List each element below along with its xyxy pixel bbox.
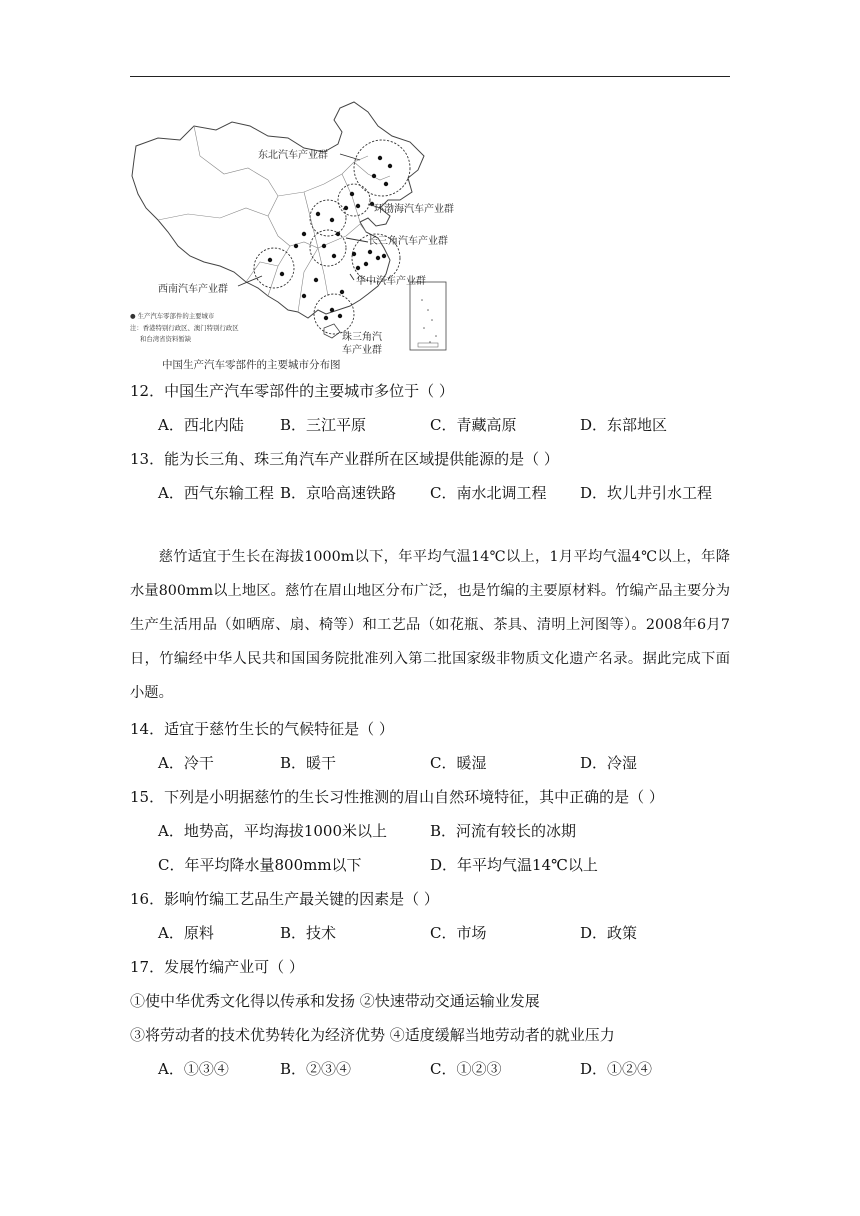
label-central-cluster: 华中汽车产业群 (356, 276, 426, 287)
south-sea-inset (410, 282, 446, 350)
q13-option-c[interactable]: C．南水北调工程 (430, 484, 547, 502)
q17-option-a[interactable]: A．①③④ (158, 1060, 229, 1078)
legend-item: ● 生产汽车零部件的主要城市 (130, 312, 215, 320)
q14-stem: 14．适宜于慈竹生长的气候特征是（ ） (130, 720, 394, 738)
q17-statements-2: ③将劳动者的技术优势转化为经济优势 ④适度缓解当地劳动者的就业压力 (130, 1026, 615, 1044)
q16-option-c[interactable]: C．市场 (430, 924, 487, 942)
q17-option-b[interactable]: B．②③④ (280, 1060, 352, 1078)
q16-option-d[interactable]: D．政策 (580, 924, 638, 942)
q12-option-b[interactable]: B．三江平原 (280, 416, 367, 434)
label-northeast-cluster: 东北汽车产业群 (258, 150, 328, 161)
q13-option-b[interactable]: B．京哈高速铁路 (280, 484, 397, 502)
label-pearl-cluster-1: 珠三角汽 (342, 332, 382, 343)
passage-text: 慈竹适宜于生长在海拔1000m以下，年平均气温14℃以上，1月平均气温4℃以上，年降水量800mm以上地区。慈竹在眉山地区分布广泛，也是竹编的主要原材料。竹编产品主要分为生产生活用品（如晒席、扇、椅等）和工艺品（如花瓶、茶具、清明上河图等）。2008年6月7日，竹编经中华人民共和国国务院批准列入第二批国家级非物质文化遗产名录。据此完成下面小题。 (130, 549, 730, 701)
q12-option-a[interactable]: A．西北内陆 (158, 416, 244, 434)
reading-passage (130, 540, 730, 710)
map-caption: 中国生产汽车零部件的主要城市分布图 (162, 359, 341, 371)
q16-option-b[interactable]: B．技术 (280, 924, 337, 942)
q13-option-a[interactable]: A．西气东输工程 (158, 484, 274, 502)
q16-stem: 16．影响竹编工艺品生产最关键的因素是（ ） (130, 890, 439, 908)
q17-statements-1: ①使中华优秀文化得以传承和发扬 ②快速带动交通运输业发展 (130, 992, 540, 1010)
q17-stem: 17．发展竹编产业可（ ） (130, 958, 304, 976)
q15-option-d[interactable]: D．年平均气温14℃以上 (430, 856, 598, 874)
q13-stem: 13．能为长三角、珠三角汽车产业群所在区域提供能源的是（ ） (130, 450, 559, 468)
hainan-island (324, 324, 340, 338)
label-pearl-cluster-2: 车产业群 (342, 345, 382, 356)
china-auto-parts-map (128, 96, 458, 372)
label-yangtze-cluster: 长三角汽车产业群 (368, 236, 448, 247)
q14-option-a[interactable]: A．冷干 (158, 754, 214, 772)
q12-stem: 12．中国生产汽车零部件的主要城市多位于（ ） (130, 382, 454, 400)
header-rule (130, 76, 730, 77)
q14-option-c[interactable]: C．暖湿 (430, 754, 487, 772)
q16-option-a[interactable]: A．原料 (158, 924, 214, 942)
map-figure (128, 96, 458, 372)
legend-note-2: 和台湾省资料暂缺 (140, 335, 192, 343)
label-bohai-cluster: 环渤海汽车产业群 (374, 204, 454, 215)
q13-option-d[interactable]: D．坎儿井引水工程 (580, 484, 713, 502)
label-southwest-cluster: 西南汽车产业群 (158, 284, 228, 295)
q15-stem: 15．下列是小明据慈竹的生长习性推测的眉山自然环境特征，其中正确的是（ ） (130, 788, 664, 806)
q12-option-c[interactable]: C．青藏高原 (430, 416, 517, 434)
q15-option-b[interactable]: B．河流有较长的冰期 (430, 822, 577, 840)
legend-note-1: 注：香港特别行政区、澳门特别行政区 (130, 324, 239, 332)
q15-option-c[interactable]: C．年平均降水量800mm以下 (158, 856, 362, 874)
q14-option-b[interactable]: B．暖干 (280, 754, 337, 772)
q15-option-a[interactable]: A．地势高，平均海拔1000米以上 (158, 822, 388, 840)
q17-option-c[interactable]: C．①②③ (430, 1060, 502, 1078)
q14-option-d[interactable]: D．冷湿 (580, 754, 638, 772)
q12-option-d[interactable]: D．东部地区 (580, 416, 668, 434)
q17-option-d[interactable]: D．①②④ (580, 1060, 653, 1078)
